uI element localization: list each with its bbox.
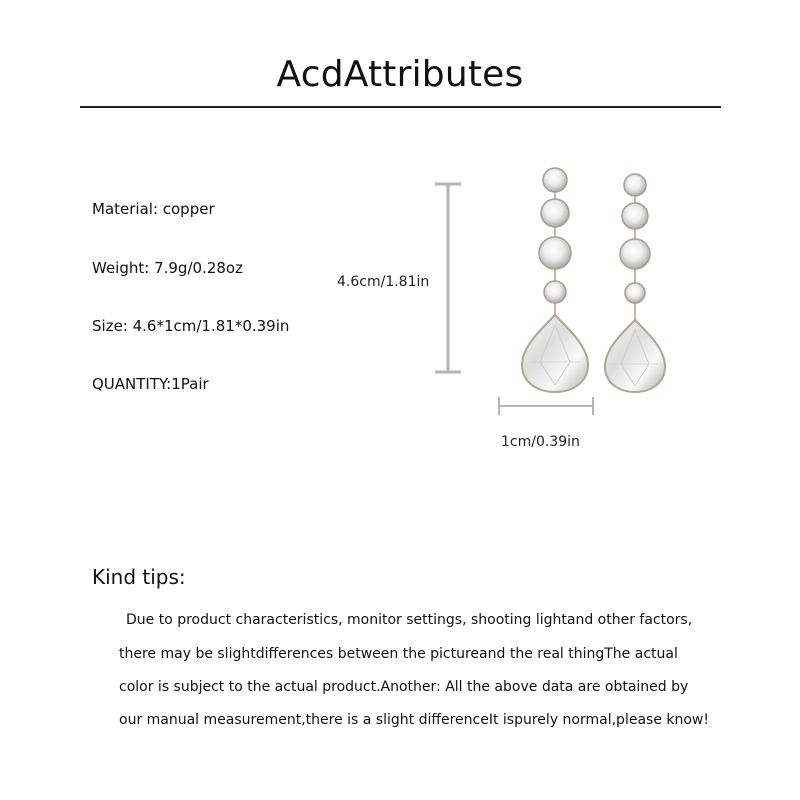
tip-line: Due to product characteristics, monitor settings, shooting lightand other factors, — [126, 612, 693, 628]
kind-tips-title: Kind tips: — [92, 565, 186, 589]
spec-quantity: QUANTITY:1Pair — [92, 375, 209, 393]
spec-material: Material: copper — [92, 200, 215, 218]
height-label: 4.6cm/1.81in — [337, 274, 430, 290]
spec-weight: Weight: 7.9g/0.28oz — [92, 259, 243, 277]
spec-size: Size: 4.6*1cm/1.81*0.39in — [92, 317, 290, 335]
earrings-product-image — [430, 150, 720, 430]
tip-line: color is subject to the actual product.Another: All the above data are obtained by — [119, 679, 689, 695]
tip-line: our manual measurement,there is a slight differenceIt ispurely normal,please know! — [119, 712, 709, 728]
page-title: AcdAttributes — [276, 54, 524, 95]
right-earring — [605, 174, 665, 392]
width-label: 1cm/0.39in — [501, 434, 580, 450]
left-earring — [522, 168, 588, 392]
title-divider — [80, 106, 721, 108]
tip-line: there may be slightdifferences between the pictureand the real thingThe actual — [119, 646, 678, 662]
